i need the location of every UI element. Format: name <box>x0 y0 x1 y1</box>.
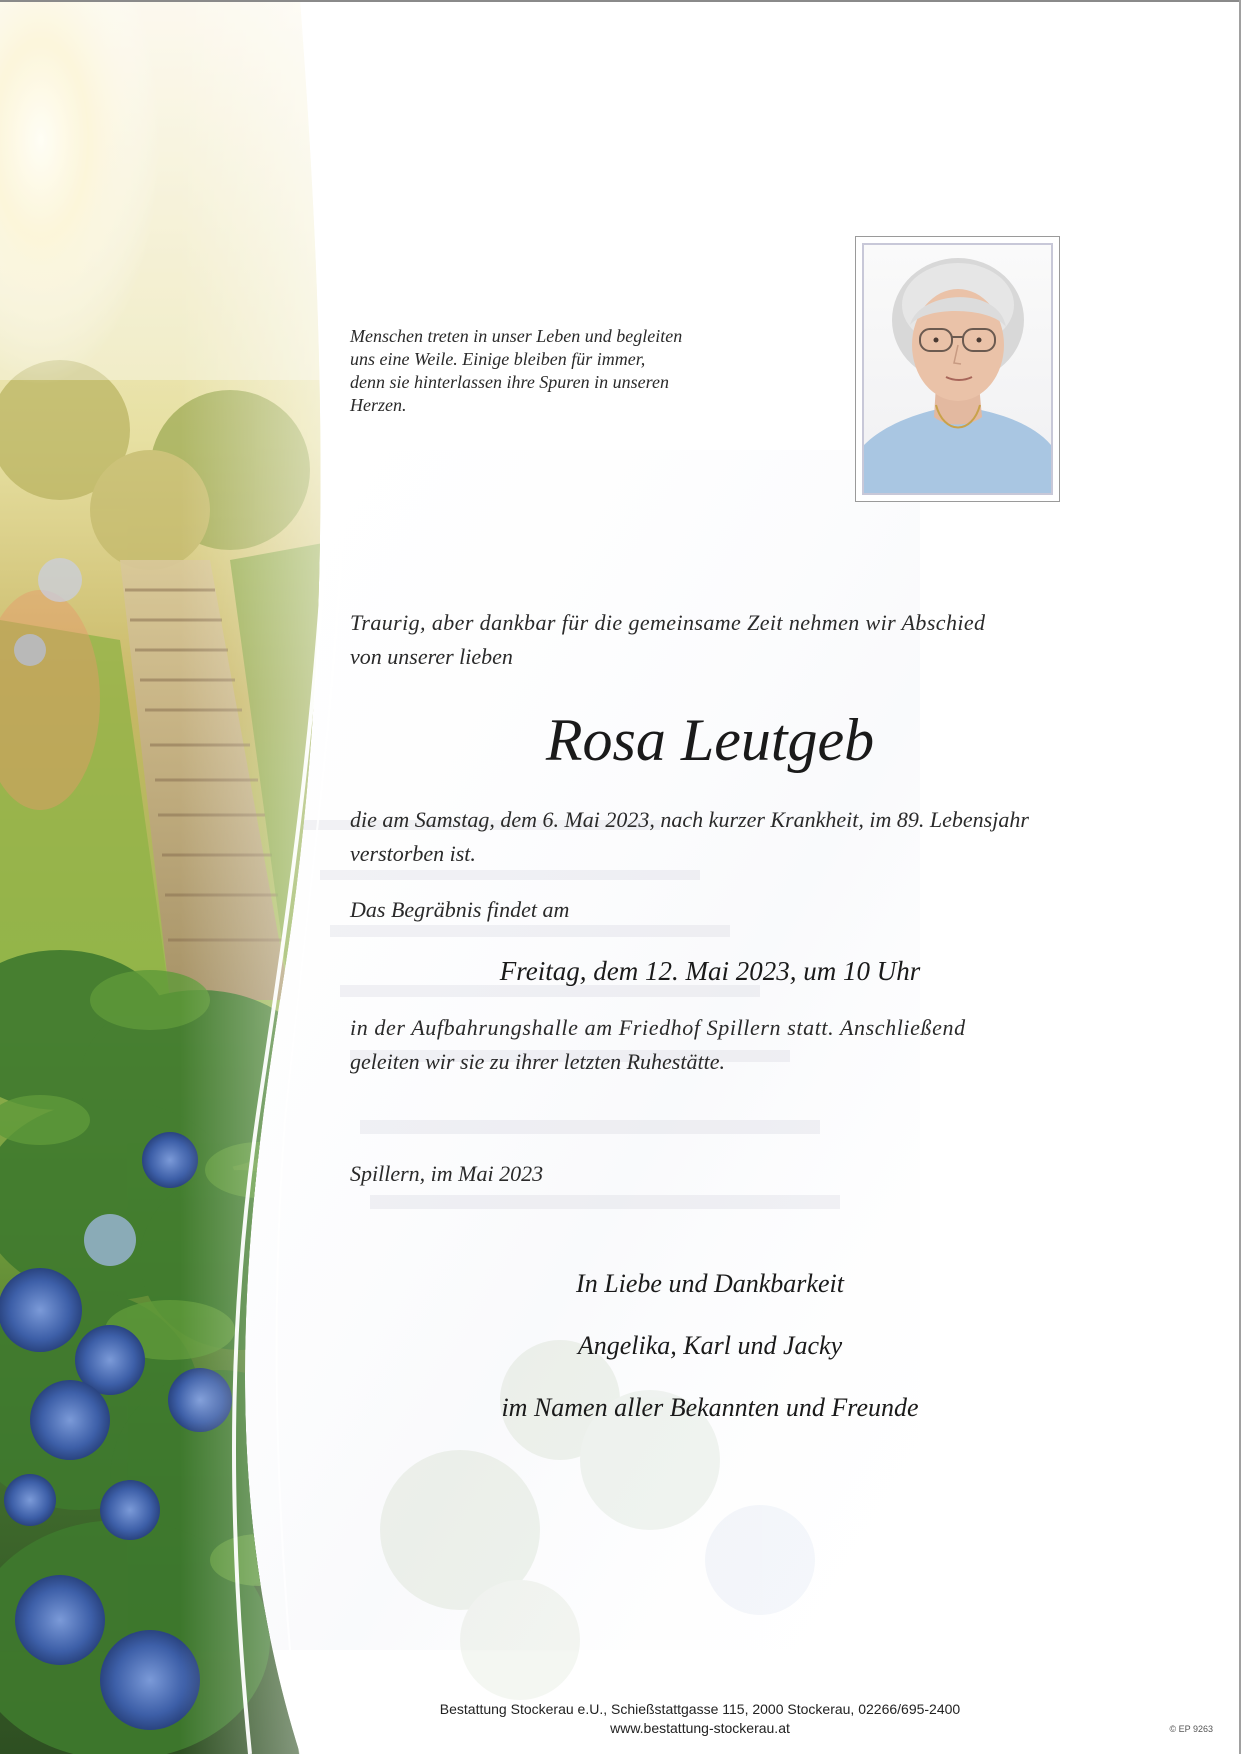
portrait-photo <box>862 243 1053 495</box>
mourners-names: Angelika, Karl und Jacky <box>577 1331 843 1360</box>
burial-date: Freitag, dem 12. Mai 2023, um 10 Uhr <box>499 956 921 986</box>
footer-address: Bestattung Stockerau e.U., Schießstattgasse 115, 2000 Stockerau, 02266/695-2400 <box>439 1701 961 1717</box>
closing-line: im Namen aller Bekannten und Freunde <box>501 1393 919 1422</box>
page-top-edge <box>0 0 1241 2</box>
burial-place <box>350 1011 1066 1079</box>
intro-line: von unserer lieben <box>350 644 513 669</box>
death-notice-line: die am Samstag, dem 6. Mai 2023, nach kurzer Krankheit, im 89. Lebensjahr <box>350 807 1029 832</box>
location-date: Spillern, im Mai 2023 <box>350 1161 544 1186</box>
farewell-intro <box>350 606 1070 674</box>
death-notice-line: verstorben ist. <box>350 841 476 866</box>
quote-line: uns eine Weile. Einige bleiben für immer, <box>350 349 646 369</box>
opening-quote <box>350 325 770 417</box>
quote-line: denn sie hinterlassen ihre Spuren in unseren <box>350 372 669 392</box>
burial-place-line: in der Aufbahrungshalle am Friedhof Spillern statt. Anschließend <box>350 1015 966 1040</box>
quote-line: Herzen. <box>350 395 407 415</box>
document-code: © EP 9263 <box>1169 1724 1213 1734</box>
burial-intro: Das Begräbnis findet am <box>350 897 570 922</box>
quote-line: Menschen treten in unser Leben und begleiten <box>350 326 683 346</box>
burial-place-line: geleiten wir sie zu ihrer letzten Ruhestätte. <box>350 1049 725 1074</box>
intro-line: Traurig, aber dankbar für die gemeinsame Zeit nehmen wir Abschied <box>350 610 986 635</box>
closing-line: In Liebe und Dankbarkeit <box>576 1269 844 1298</box>
footer-website: www.bestattung-stockerau.at <box>610 1720 790 1736</box>
death-notice <box>350 803 1070 871</box>
deceased-name: Rosa Leutgeb <box>545 707 875 773</box>
funeral-home-footer <box>380 1700 1020 1738</box>
portrait-photo-frame <box>855 236 1060 502</box>
